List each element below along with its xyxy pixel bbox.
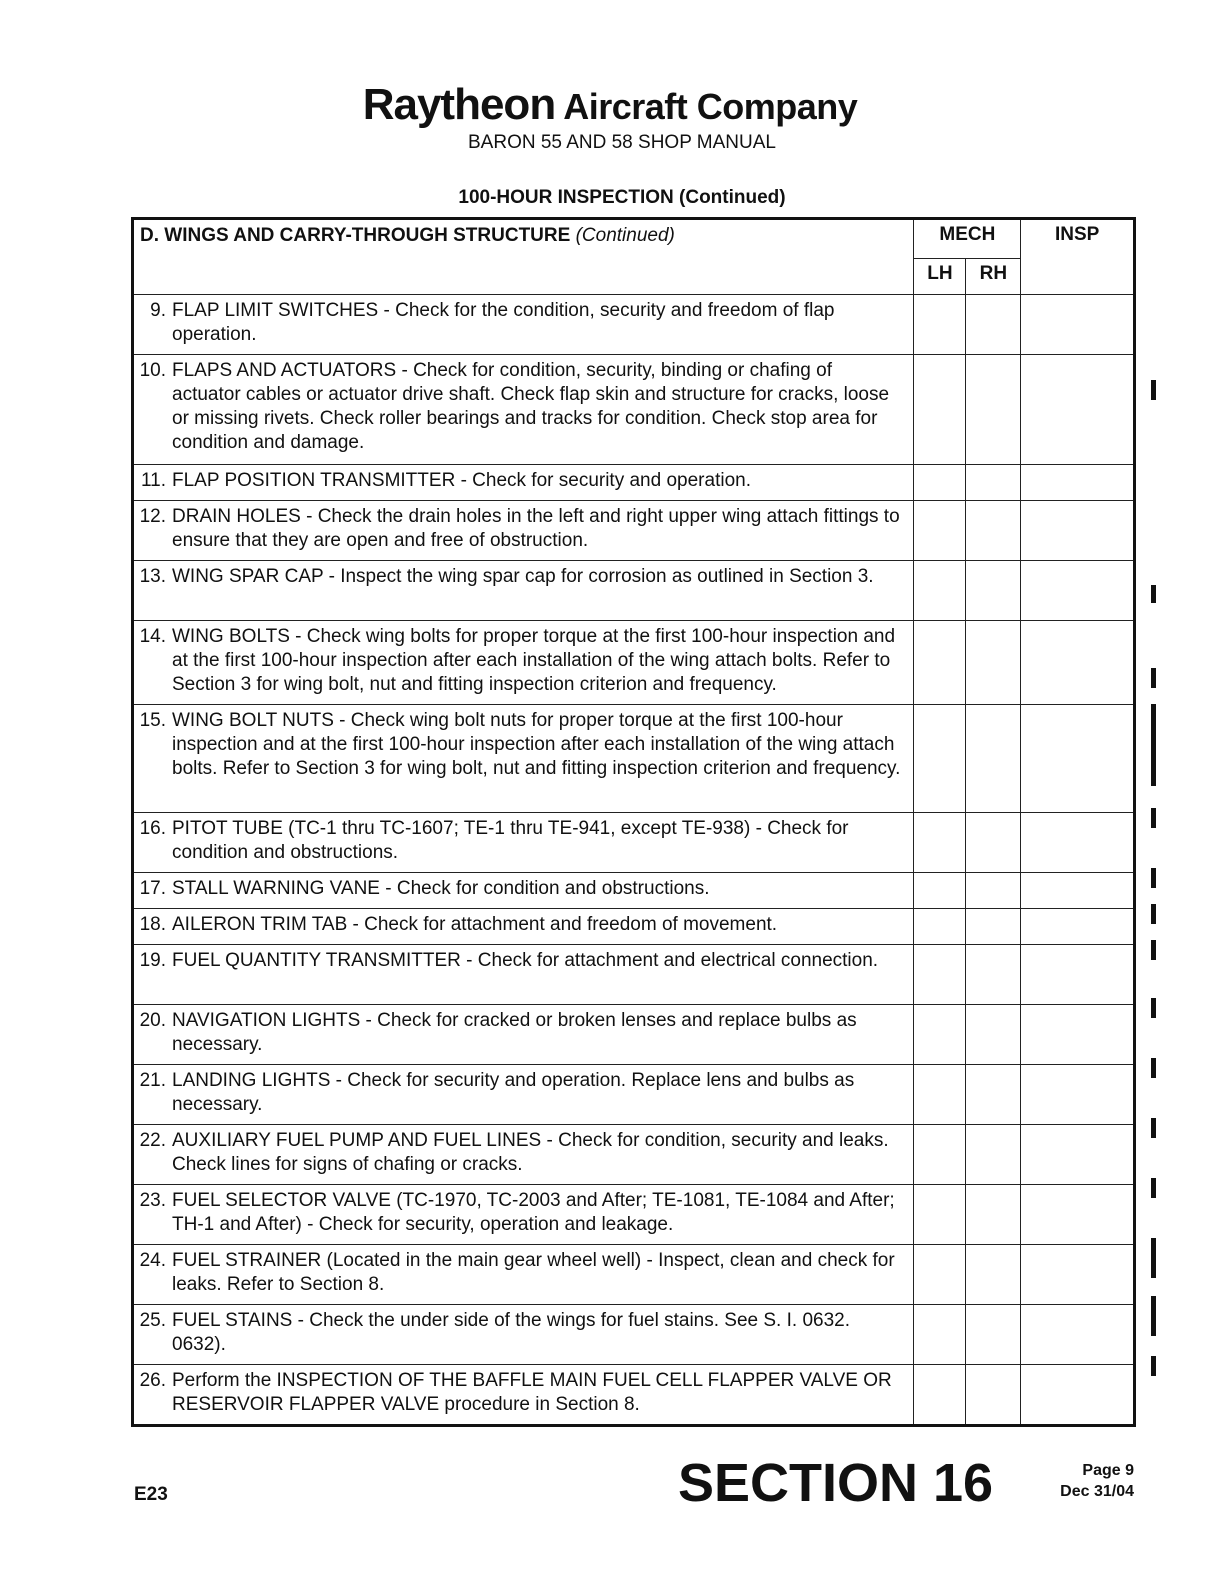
table-row (133, 1305, 1135, 1365)
item-description (133, 813, 914, 873)
rh-checkbox-cell[interactable] (966, 355, 1021, 465)
table-row (133, 945, 1135, 1005)
insp-checkbox-cell[interactable] (1021, 355, 1135, 465)
col-mech: MECH (914, 219, 1021, 259)
item-text: STALL WARNING VANE - Check for condition and obstructions. (172, 878, 710, 899)
revision-date: Dec 31/04 (1060, 1483, 1134, 1500)
revision-bar (1151, 940, 1156, 960)
table-row (133, 621, 1135, 705)
item-description (133, 1005, 914, 1065)
item-number: 22. (139, 1130, 166, 1151)
inspection-table (131, 217, 1136, 1427)
lh-checkbox-cell[interactable] (914, 465, 966, 501)
brand-name: Raytheon (362, 80, 556, 129)
lh-checkbox-cell[interactable] (914, 561, 966, 621)
item-text: FUEL QUANTITY TRANSMITTER - Check for attachment and electrical connection. (172, 950, 879, 971)
brand-company: Aircraft Company (563, 86, 858, 127)
insp-checkbox-cell[interactable] (1021, 813, 1135, 873)
revision-bar (1151, 380, 1156, 400)
table-row (133, 355, 1135, 465)
revision-bar (1151, 904, 1156, 924)
lh-checkbox-cell[interactable] (914, 813, 966, 873)
item-description (133, 1185, 914, 1245)
lh-checkbox-cell[interactable] (914, 501, 966, 561)
rh-checkbox-cell[interactable] (966, 1125, 1021, 1185)
revision-bar (1151, 998, 1156, 1018)
item-number: 10. (139, 360, 166, 381)
section-title: 100-HOUR INSPECTION (Continued) (458, 187, 786, 208)
lh-checkbox-cell[interactable] (914, 873, 966, 909)
revision-bar (1151, 1238, 1156, 1278)
table-row (133, 561, 1135, 621)
revision-bar (1151, 868, 1156, 888)
revision-bar (1151, 1118, 1156, 1138)
rh-checkbox-cell[interactable] (966, 465, 1021, 501)
table-row (133, 295, 1135, 355)
item-description (133, 945, 914, 1005)
revision-bar (1151, 1296, 1156, 1336)
item-text: AUXILIARY FUEL PUMP AND FUEL LINES - Check for condition, security and leaks. Check lines for signs of chafing or cracks. (172, 1130, 889, 1175)
revision-bar (1151, 1178, 1156, 1198)
insp-checkbox-cell[interactable] (1021, 1305, 1135, 1365)
revision-bar (1151, 808, 1156, 828)
item-number: 15. (139, 710, 166, 731)
rh-checkbox-cell[interactable] (966, 909, 1021, 945)
insp-checkbox-cell[interactable] (1021, 465, 1135, 501)
item-text: FUEL STRAINER (Located in the main gear wheel well) - Inspect, clean and check for leaks. Refer to Section 8. (172, 1250, 895, 1295)
insp-checkbox-cell[interactable] (1021, 295, 1135, 355)
footer-page-info (1020, 1460, 1134, 1502)
item-number: 9. (150, 300, 166, 321)
item-number: 23. (139, 1190, 166, 1211)
table-heading-suffix: (Continued) (575, 225, 675, 246)
item-number: 16. (139, 818, 166, 839)
item-number: 20. (139, 1010, 166, 1031)
item-description (133, 1125, 914, 1185)
item-text: Perform the INSPECTION OF THE BAFFLE MAIN FUEL CELL FLAPPER VALVE OR RESERVOIR FLAPPER VALVE procedure in Section 8. (172, 1370, 892, 1415)
item-number: 25. (139, 1310, 166, 1331)
item-text: NAVIGATION LIGHTS - Check for cracked or broken lenses and replace bulbs as necessary. (172, 1010, 857, 1055)
item-text: FUEL SELECTOR VALVE (TC-1970, TC-2003 and After; TE-1081, TE-1084 and After; TH-1 and After) - Check for security, operation and leakage. (172, 1190, 895, 1235)
insp-checkbox-cell[interactable] (1021, 1125, 1135, 1185)
table-row (133, 1125, 1135, 1185)
item-description (133, 621, 914, 705)
lh-checkbox-cell[interactable] (914, 705, 966, 813)
table-row (133, 1365, 1135, 1426)
insp-checkbox-cell[interactable] (1021, 621, 1135, 705)
col-rh: RH (966, 259, 1021, 295)
table-heading (133, 219, 914, 295)
lh-checkbox-cell[interactable] (914, 1305, 966, 1365)
rh-checkbox-cell[interactable] (966, 1305, 1021, 1365)
revision-bar (1151, 1356, 1156, 1376)
lh-checkbox-cell[interactable] (914, 621, 966, 705)
item-number: 18. (139, 914, 166, 935)
rh-checkbox-cell[interactable] (966, 501, 1021, 561)
insp-checkbox-cell[interactable] (1021, 1245, 1135, 1305)
item-description (133, 295, 914, 355)
insp-checkbox-cell[interactable] (1021, 1365, 1135, 1426)
lh-checkbox-cell[interactable] (914, 909, 966, 945)
item-text: FLAP POSITION TRANSMITTER - Check for security and operation. (172, 470, 751, 491)
item-text: FUEL STAINS - Check the under side of the wings for fuel stains. See S. I. 0632. 0632). (172, 1310, 850, 1355)
rh-checkbox-cell[interactable] (966, 705, 1021, 813)
item-description (133, 1065, 914, 1125)
rh-checkbox-cell[interactable] (966, 813, 1021, 873)
item-description (133, 355, 914, 465)
col-insp: INSP (1021, 219, 1135, 295)
table-row (133, 1005, 1135, 1065)
item-number: 11. (140, 470, 166, 491)
item-number: 17. (139, 878, 166, 899)
insp-checkbox-cell[interactable] (1021, 945, 1135, 1005)
revision-bar (1151, 704, 1156, 786)
rh-checkbox-cell[interactable] (966, 1245, 1021, 1305)
item-number: 26. (139, 1370, 166, 1391)
insp-checkbox-cell[interactable] (1021, 873, 1135, 909)
item-text: FLAP LIMIT SWITCHES - Check for the condition, security and freedom of flap operation. (172, 300, 835, 345)
rh-checkbox-cell[interactable] (966, 1065, 1021, 1125)
table-row (133, 705, 1135, 813)
insp-checkbox-cell[interactable] (1021, 561, 1135, 621)
item-text: DRAIN HOLES - Check the drain holes in the left and right upper wing attach fittings to ensure that they are open and free of obstruction. (172, 506, 900, 551)
insp-checkbox-cell[interactable] (1021, 705, 1135, 813)
table-row (133, 465, 1135, 501)
item-description (133, 1305, 914, 1365)
table-header-row (133, 219, 1135, 259)
insp-checkbox-cell[interactable] (1021, 1005, 1135, 1065)
rh-checkbox-cell[interactable] (966, 561, 1021, 621)
manual-title: BARON 55 AND 58 SHOP MANUAL (468, 132, 776, 153)
rh-checkbox-cell[interactable] (966, 1005, 1021, 1065)
item-text: WING SPAR CAP - Inspect the wing spar cap for corrosion as outlined in Section 3. (172, 566, 874, 587)
lh-checkbox-cell[interactable] (914, 945, 966, 1005)
rh-checkbox-cell[interactable] (966, 873, 1021, 909)
item-number: 24. (139, 1250, 166, 1271)
table-row (133, 1185, 1135, 1245)
footer-section: SECTION 16 (678, 1453, 994, 1513)
lh-checkbox-cell[interactable] (914, 1065, 966, 1125)
lh-checkbox-cell[interactable] (914, 1185, 966, 1245)
revision-bar (1151, 1058, 1156, 1078)
item-description (133, 501, 914, 561)
lh-checkbox-cell[interactable] (914, 1245, 966, 1305)
item-description (133, 909, 914, 945)
revision-bar (1151, 668, 1156, 688)
rh-checkbox-cell[interactable] (966, 621, 1021, 705)
table-row (133, 873, 1135, 909)
lh-checkbox-cell[interactable] (914, 1365, 966, 1426)
brand-logo (0, 80, 1220, 130)
item-number: 21. (139, 1070, 166, 1091)
table-row (133, 1065, 1135, 1125)
page-number: Page 9 (1082, 1462, 1134, 1479)
lh-checkbox-cell[interactable] (914, 355, 966, 465)
lh-checkbox-cell[interactable] (914, 1125, 966, 1185)
rh-checkbox-cell[interactable] (966, 1365, 1021, 1426)
lh-checkbox-cell[interactable] (914, 1005, 966, 1065)
item-number: 19. (139, 950, 166, 971)
table-row (133, 501, 1135, 561)
item-description (133, 561, 914, 621)
item-text: WING BOLT NUTS - Check wing bolt nuts for proper torque at the first 100-hour inspection and at the first 100-hour inspection after each installation of the wing attach bolts. Refer to Section 3 for wing bolt, nut and fitting inspection criterion and frequency. (172, 710, 901, 779)
page-header (0, 80, 1220, 130)
item-text: FLAPS AND ACTUATORS - Check for condition, security, binding or chafing of actuator cables or actuator drive shaft. Check flap skin and structure for cracks, loose or missing rivets. Check roller bearings and tracks for condition. Check stop area for condition and damage. (172, 360, 890, 453)
item-text: WING BOLTS - Check wing bolts for proper torque at the first 100-hour inspection and at the first 100-hour inspection after each installation of the wing attach bolts. Refer to Section 3 for wing bolt, nut and fitting inspection criterion and frequency. (172, 626, 896, 695)
table-row (133, 1245, 1135, 1305)
item-text: AILERON TRIM TAB - Check for attachment and freedom of movement. (172, 914, 778, 935)
item-number: 12. (139, 506, 166, 527)
item-text: LANDING LIGHTS - Check for security and operation. Replace lens and bulbs as necessary. (172, 1070, 855, 1115)
lh-checkbox-cell[interactable] (914, 295, 966, 355)
item-number: 14. (139, 626, 166, 647)
document-code: E23 (134, 1484, 168, 1505)
item-description (133, 873, 914, 909)
item-description (133, 1365, 914, 1426)
insp-checkbox-cell[interactable] (1021, 1185, 1135, 1245)
item-description (133, 1245, 914, 1305)
insp-checkbox-cell[interactable] (1021, 501, 1135, 561)
rh-checkbox-cell[interactable] (966, 945, 1021, 1005)
insp-checkbox-cell[interactable] (1021, 909, 1135, 945)
table-row (133, 813, 1135, 873)
item-number: 13. (139, 566, 166, 587)
table-heading-text: D. WINGS AND CARRY-THROUGH STRUCTURE (140, 225, 571, 246)
col-lh: LH (914, 259, 966, 295)
revision-bar (1151, 585, 1156, 603)
item-description (133, 705, 914, 813)
item-description (133, 465, 914, 501)
item-text: PITOT TUBE (TC-1 thru TC-1607; TE-1 thru TE-941, except TE-938) - Check for condition and obstructions. (172, 818, 849, 863)
rh-checkbox-cell[interactable] (966, 295, 1021, 355)
rh-checkbox-cell[interactable] (966, 1185, 1021, 1245)
table-row (133, 909, 1135, 945)
insp-checkbox-cell[interactable] (1021, 1065, 1135, 1125)
